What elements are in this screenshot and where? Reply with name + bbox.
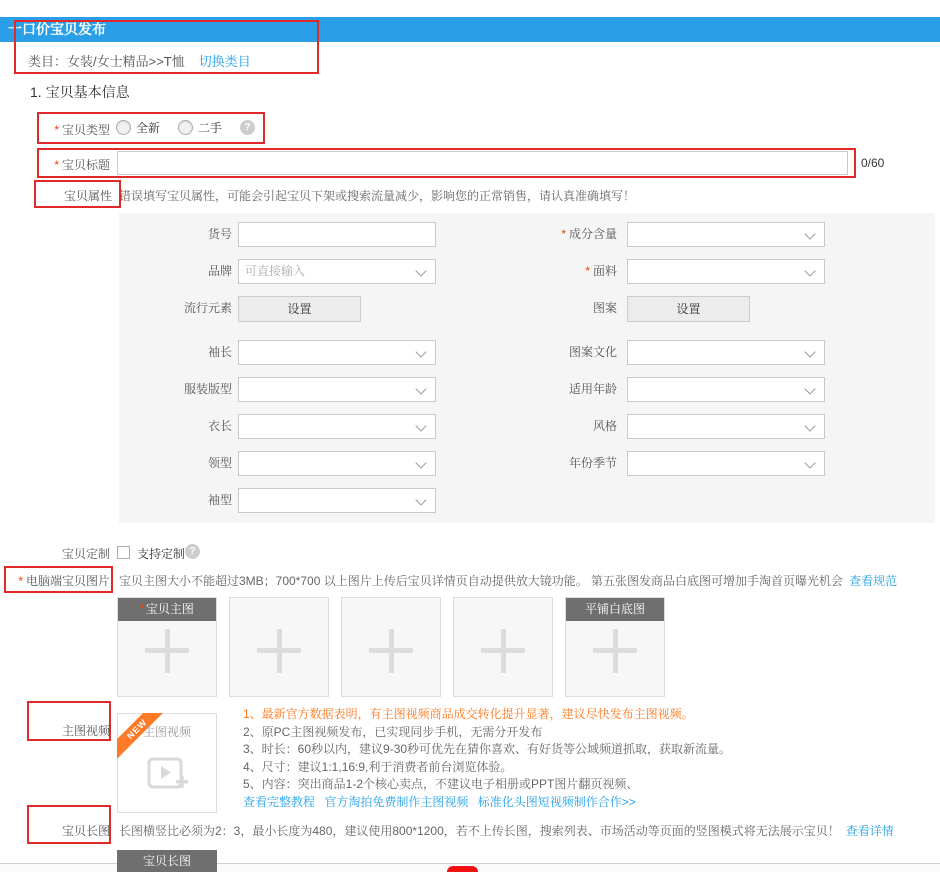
item-type-options: [116, 117, 255, 137]
new-ribbon: NEW: [117, 713, 163, 759]
full-tutorial-link[interactable]: 查看完整教程: [243, 794, 316, 809]
chevron-down-icon: [804, 265, 815, 276]
item-title-input[interactable]: [117, 151, 848, 175]
sleeve-length-select[interactable]: [238, 340, 436, 365]
attrs-warning: 错误填写宝贝属性，可能会引起宝贝下架或搜索流量减少，影响您的正常销售，请认真准确填写！: [119, 189, 636, 203]
sleeve-length-label: 袖长: [207, 345, 232, 359]
clothing-cut-label: 服装版型: [183, 382, 232, 396]
clothing-cut-select[interactable]: [238, 377, 436, 402]
applicable-age-select[interactable]: [627, 377, 825, 402]
attrs-label: 宝贝属性: [63, 189, 112, 203]
plus-icon: [501, 629, 506, 673]
required-star: *: [54, 123, 59, 137]
chevron-down-icon: [415, 420, 426, 431]
plus-icon: [277, 629, 282, 673]
chevron-down-icon: [415, 457, 426, 468]
year-season-select[interactable]: [627, 451, 825, 476]
main-video-label: 主图视频: [61, 724, 110, 738]
fabric-label: * 面料: [585, 264, 617, 278]
customization-help: [185, 544, 200, 559]
garment-length-select[interactable]: [238, 414, 436, 439]
style-select[interactable]: [627, 414, 825, 439]
view-details-link[interactable]: 查看详情: [845, 824, 894, 838]
chevron-down-icon: [804, 228, 815, 239]
customization-checkbox-label: 支持定制: [137, 547, 186, 561]
chevron-down-icon: [415, 346, 426, 357]
customization-label: 宝贝定制: [61, 547, 110, 561]
radio-new[interactable]: [116, 120, 131, 135]
pattern-label: 图案: [592, 301, 617, 315]
main-image-upload-box[interactable]: [117, 597, 217, 697]
style-label: 风格: [592, 419, 617, 433]
upload-header: *宝贝主图: [118, 598, 216, 621]
switch-category-link[interactable]: 切换类目: [198, 54, 251, 69]
pattern-set-button[interactable]: 设置: [627, 296, 750, 322]
title-char-counter: 0/60: [861, 156, 885, 170]
required-star: *: [140, 602, 145, 616]
popular-elements-set-button[interactable]: 设置: [238, 296, 361, 322]
popular-elements-label: 流行元素: [183, 301, 232, 315]
video-upload-box[interactable]: [117, 713, 217, 813]
pc-images-desc: 宝贝主图大小不能超过3MB；700*700 以上图片上传后宝贝详情页自动提供放大镜功能。 第五张图发商品白底图可增加手淘首页曝光机会 查看规范: [119, 574, 898, 588]
applicable-age-label: 适用年龄: [568, 382, 617, 396]
video-tip-5: 5、内容：突出商品1-2个核心卖点，不建议电子相册或PPT图片翻页视频、: [243, 777, 639, 791]
item-number-label: 货号: [207, 227, 232, 241]
required-star: *: [18, 574, 23, 588]
video-tips: [243, 706, 731, 811]
extra-image-upload-box-3[interactable]: [341, 597, 441, 697]
sleeve-type-select[interactable]: [238, 488, 436, 513]
chevron-down-icon: [415, 383, 426, 394]
item-number-input[interactable]: [238, 222, 436, 247]
section-heading: 1. 宝贝基本信息: [30, 84, 130, 100]
extra-image-upload-box-2[interactable]: [229, 597, 329, 697]
breadcrumb: [28, 51, 251, 70]
white-bg-image-upload-box[interactable]: [565, 597, 665, 697]
plus-icon: [165, 629, 170, 673]
page-title: 一口价宝贝发布: [8, 21, 106, 37]
chevron-down-icon: [804, 420, 815, 431]
composition-label: * 成分含量: [561, 227, 617, 241]
fabric-select[interactable]: [627, 259, 825, 284]
brand-combo[interactable]: [238, 259, 436, 284]
year-season-label: 年份季节: [568, 456, 617, 470]
item-type-label: * 宝贝类型: [54, 123, 110, 137]
question-icon[interactable]: ?: [240, 120, 255, 135]
red-button-peek[interactable]: [447, 866, 478, 872]
long-image-desc: 长图横竖比必须为2：3，最小长度为480，建议使用800*1200，若不上传长图，搜索列表、市场活动等页面的竖图模式将无法展示宝贝！ 查看详情: [119, 824, 894, 838]
garment-length-label: 衣长: [207, 419, 232, 433]
pattern-culture-label: 图案文化: [568, 345, 617, 359]
composition-select[interactable]: [627, 222, 825, 247]
extra-image-upload-box-4[interactable]: [453, 597, 553, 697]
video-plus-icon: [146, 756, 188, 792]
taopai-free-video-link[interactable]: 官方淘拍免费制作主图视频: [324, 794, 469, 809]
brand-placeholder: 可直接输入: [245, 264, 306, 278]
pc-images-label: * 电脑端宝贝图片: [18, 574, 110, 588]
radio-used-label: 二手: [198, 120, 223, 135]
upload-header: 平铺白底图: [566, 598, 664, 621]
radio-used[interactable]: [178, 120, 193, 135]
chevron-down-icon: [415, 494, 426, 505]
chevron-down-icon: [804, 457, 815, 468]
radio-new-label: 全新: [136, 120, 161, 135]
video-links-row: [243, 794, 731, 812]
long-image-label: 宝贝长图: [61, 824, 110, 838]
question-icon[interactable]: ?: [185, 544, 200, 559]
video-tip-2: 2、原PC主图视频发布，已实现同步手机，无需分开发布: [243, 724, 543, 739]
long-image-upload-header[interactable]: 宝贝长图: [117, 850, 217, 872]
required-star: *: [54, 158, 59, 172]
collar-type-label: 领型: [207, 456, 232, 470]
customization-checkbox[interactable]: [117, 546, 130, 559]
required-star: *: [561, 227, 566, 241]
video-tip-4: 4、尺寸：建议1:1,16:9,利于消费者前台浏览体验。: [243, 759, 513, 774]
video-tip-3: 3、时长：60秒以内，建议9-30秒可优先在猜你喜欢、有好货等公域频道抓取，获取新流量。: [243, 742, 732, 756]
pattern-culture-select[interactable]: [627, 340, 825, 365]
video-box-title: 主图视频: [142, 725, 191, 739]
chevron-down-icon: [804, 383, 815, 394]
video-tip-1: 1、最新官方数据表明，有主图视频商品成交转化提升显著，建议尽快发布主图视频。: [243, 707, 694, 721]
titlebar: [0, 17, 940, 42]
sleeve-type-label: 袖型: [207, 493, 232, 507]
category-path: 类目：女装/女士精品>>T恤: [28, 54, 185, 69]
attributes-panel: [119, 213, 935, 523]
collar-type-select[interactable]: [238, 451, 436, 476]
item-title-label: * 宝贝标题: [54, 158, 110, 172]
plus-icon: [389, 629, 394, 673]
view-spec-link[interactable]: 查看规范: [849, 574, 898, 588]
chevron-down-icon: [804, 346, 815, 357]
short-video-partner-link[interactable]: 标准化头图短视频制作合作>>: [477, 794, 636, 809]
required-star: *: [585, 264, 590, 278]
plus-icon: [613, 629, 618, 673]
brand-label: 品牌: [207, 264, 232, 278]
